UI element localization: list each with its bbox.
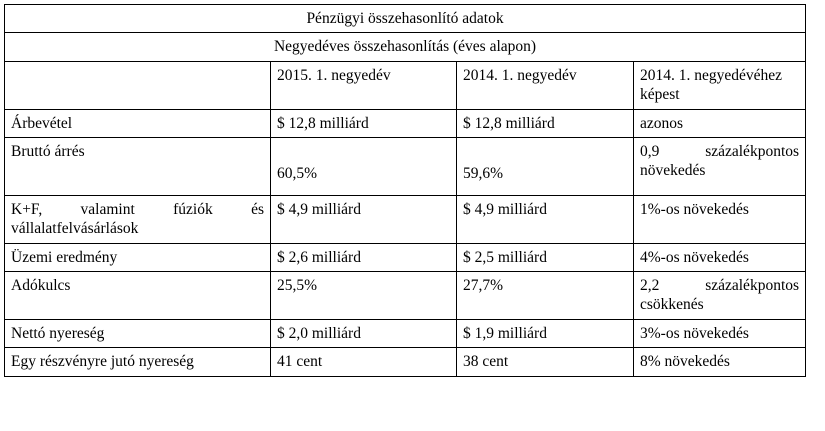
row-value-rnd-ma-change: 1%-os növekedés bbox=[634, 195, 806, 243]
table-title: Pénzügyi összehasonlító adatok bbox=[5, 5, 806, 33]
row-label-gross-margin: Bruttó árrés bbox=[5, 137, 271, 195]
row-value-revenue-prior: $ 12,8 milliárd bbox=[457, 109, 634, 137]
gross-margin-current-value: 60,5% bbox=[277, 164, 318, 182]
row-label-eps: Egy részvényre jutó nyereség bbox=[5, 348, 271, 376]
table-row bbox=[5, 137, 806, 195]
row-value-net-income-prior: $ 1,9 milliárd bbox=[457, 319, 634, 347]
row-value-tax-rate-change: 2,2 százalékpontos csökkenés bbox=[634, 272, 806, 320]
row-label-revenue: Árbevétel bbox=[5, 109, 271, 137]
financial-comparison-table bbox=[4, 4, 806, 377]
table-subtitle-row bbox=[5, 33, 806, 61]
row-value-eps-current: 41 cent bbox=[271, 348, 457, 376]
row-value-gross-margin-change: 0,9 százalékpontos növekedés bbox=[634, 137, 806, 195]
row-value-rnd-ma-current: $ 4,9 milliárd bbox=[271, 195, 457, 243]
gross-margin-prior-value: 59,6% bbox=[463, 164, 504, 182]
table-row bbox=[5, 195, 806, 243]
table-header-row bbox=[5, 61, 806, 109]
row-value-eps-change: 8% növekedés bbox=[634, 348, 806, 376]
row-value-rnd-ma-prior: $ 4,9 milliárd bbox=[457, 195, 634, 243]
row-value-revenue-current: $ 12,8 milliárd bbox=[271, 109, 457, 137]
column-header-prior-quarter: 2014. 1. negyedév bbox=[457, 61, 634, 109]
table-row bbox=[5, 319, 806, 347]
row-value-tax-rate-prior: 27,7% bbox=[457, 272, 634, 320]
row-value-revenue-change: azonos bbox=[634, 109, 806, 137]
row-label-operating-income: Üzemi eredmény bbox=[5, 243, 271, 271]
row-value-gross-margin-current bbox=[271, 137, 457, 195]
row-value-gross-margin-prior bbox=[457, 137, 634, 195]
row-label-tax-rate: Adókulcs bbox=[5, 272, 271, 320]
table-row bbox=[5, 109, 806, 137]
row-value-eps-prior: 38 cent bbox=[457, 348, 634, 376]
table-subtitle: Negyedéves összehasonlítás (éves alapon) bbox=[5, 33, 806, 61]
table-row bbox=[5, 243, 806, 271]
row-value-net-income-current: $ 2,0 milliárd bbox=[271, 319, 457, 347]
row-value-tax-rate-current: 25,5% bbox=[271, 272, 457, 320]
column-header-label bbox=[5, 61, 271, 109]
table-title-row bbox=[5, 5, 806, 33]
column-header-comparison: 2014. 1. negyedévéhez képest bbox=[634, 61, 806, 109]
column-header-current-quarter: 2015. 1. negyedév bbox=[271, 61, 457, 109]
table-row bbox=[5, 348, 806, 376]
row-label-rnd-ma: K+F, valamint fúziók és vállalatfelvásárlások bbox=[5, 195, 271, 243]
row-value-operating-income-prior: $ 2,5 milliárd bbox=[457, 243, 634, 271]
row-value-operating-income-change: 4%-os növekedés bbox=[634, 243, 806, 271]
row-value-operating-income-current: $ 2,6 milliárd bbox=[271, 243, 457, 271]
row-label-net-income: Nettó nyereség bbox=[5, 319, 271, 347]
row-value-net-income-change: 3%-os növekedés bbox=[634, 319, 806, 347]
table-row bbox=[5, 272, 806, 320]
